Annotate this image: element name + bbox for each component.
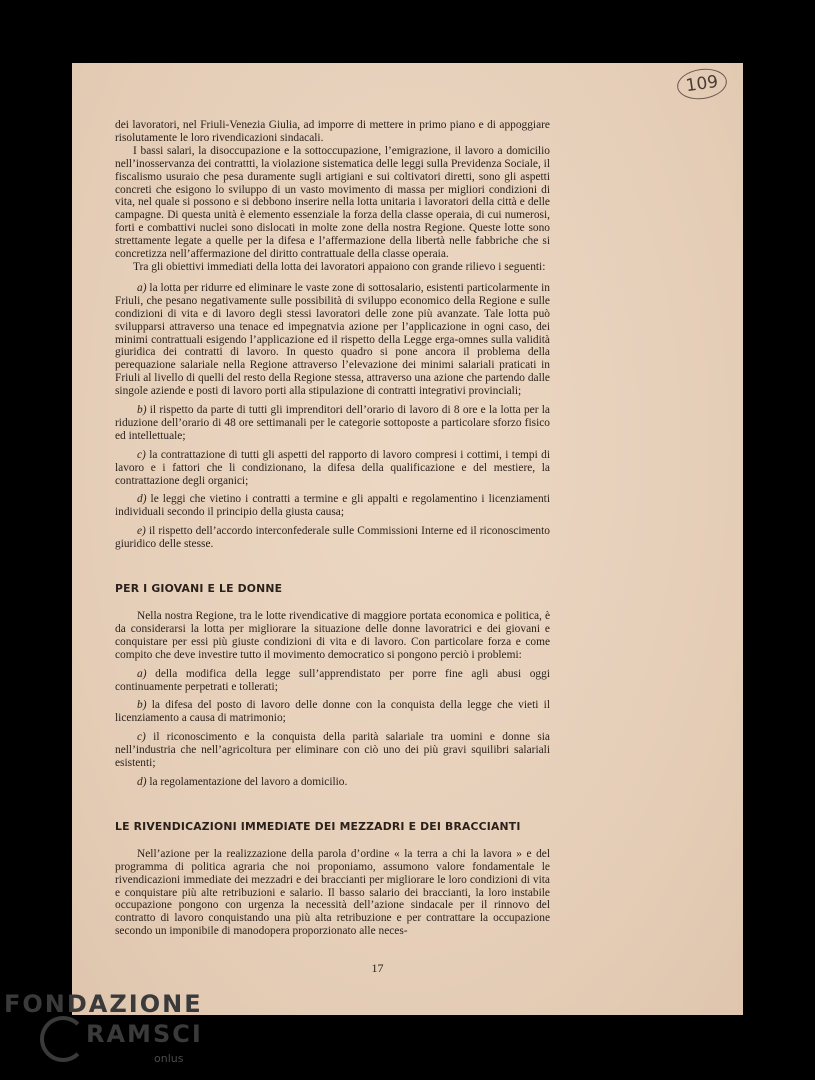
youth-item [115,731,550,770]
item-letter: b) [137,699,147,712]
section-text: Nell’azione per la realizzazione della parola d’ordine « la terra a chi la lavora » e del programma di politica agraria che noi proponiamo, assumono valore fondamentale le rivendicazioni immediate dei mezzadri e dei braccianti per migliorare le loro condizioni di vita e conquistare più alte retribuzioni e salario. Il basso salario dei braccianti, la loro instabile occupazione pongono con urgenza la necessità dell’azione sindacale per il rinnovo del contratto di lavoro conquistando una più alta retribuzione e per contrattare la occupazione secondo un imponibile di manodopera proporzionato alle neces- [115,847,550,938]
intro-paragraph: I bassi salari, la disoccupazione e la sottoccupazione, l’emigrazione, il lavoro a domicilio nell’inosservanza dei contrattti, la violazione sistematica delle leggi sulla Previdenza Sociale, il fiscalismo usuraio che pesa duramente sugli artigiani e sui coltivatori diretti, sono gli aspetti concreti che esigono lo sviluppo di un vasto movimento di massa per migliori condizioni di vita, nel quale si possono e si debbono inserire nella lotta unitaria i lavoratori della città e delle campagne. Di questa unità è elemento essenziale la forza della classe operaia, di cui numerosi, forti e combattivi nuclei sono dislocati in molte zone della nostra Regione. Queste lotte sono strettamente legate a quelle per la difesa e l’affermazione della libertà nelle fabbriche che si concretizza nell’affermazione del diritto contrattuale della classe operaia. [115,144,550,261]
objective-item [115,525,550,551]
youth-item [115,776,550,789]
section-heading: PER I GIOVANI E LE DONNE [115,582,283,596]
item-text: le leggi che vietino i contratti a termine e gli appalti e regolamentino i licenziamenti individuali secondo il principio della giusta causa; [115,493,550,519]
item-letter: d) [137,775,147,788]
item-letter: a) [137,667,147,680]
logo-line-2: RAMSCI [86,1020,203,1048]
objective-item [115,404,550,443]
fondazione-gramsci-logo [4,990,204,1070]
objective-item [115,282,550,398]
logo-line-1: FONDAZIONE [4,990,203,1018]
item-text: la lotta per ridurre ed eliminare le vaste zone di sottosalario, esistenti particolarmente in Friuli, che pesano negativamente sulle possibilità di sviluppo economico della Regione e sulle condizioni di vita e di lavoro degli stessi lavoratori delle zone più avanzate. Tale lotta può svilupparsi attraverso una tenace ed impegnatvia azione per l’applicazione in ogni caso, dei minimi contrattuali esigendo l’applicazione ed il rispetto della Legge erga-omnes sulla validità giuridica dei contratti di lavoro. In questo quadro si pone ancora il problema della perequazione salariale nella Regione attraverso l’elevazione dei minimi salariali praticati in Friuli al livello di quelli del resto della Regione stessa, attraverso una azione che partendo dalle singole aziende e posti di lavoro porti alla stipulazione di contratti integrativi provinciali; [115,281,550,398]
item-text: la contrattazione di tutti gli aspetti del rapporto di lavoro compresi i cottimi, i tempi di lavoro e i fattori che li condizionano, la difesa della qualificazione e del mestiere, la contrattazione degli organici; [115,448,550,487]
page-content [115,119,550,938]
page-number: 17 [371,961,384,975]
objective-item [115,493,550,519]
objective-item [115,449,550,488]
youth-item [115,668,550,694]
intro-paragraph: dei lavoratori, nel Friuli-Venezia Giulia, ad imporre di mettere in primo piano e di appoggiare risolutamente le loro rivendicazioni sindacali. [115,119,550,144]
logo-subtitle: onlus [154,1052,184,1065]
section-intro: Nella nostra Regione, tra le lotte rivendicative di maggiore portata economica e politica, è da considerarsi la lotta per migliorare la situazione delle donne lavoratrici e dei giovani e conquistare per essi più giuste condizioni di vita e di lavoro. Con particolare forza e come compito che deve investire tutto il movimento democratico si pongono perciò i problemi: [115,610,550,661]
youth-item [115,699,550,725]
logo-g-mark-icon [40,1016,86,1062]
item-text: la difesa del posto di lavoro delle donne con la conquista della legge che vieti il licenziamento a causa di matrimonio; [115,699,550,725]
intro-paragraph: Tra gli obiettivi immediati della lotta dei lavoratori appaiono con grande rilievo i seguenti: [133,260,546,273]
item-text: la regolamentazione del lavoro a domicilio. [149,775,348,788]
item-letter: a) [137,281,147,294]
item-text: della modifica della legge sull’apprendistato per porre fine agli abusi oggi continuamente perpetrati e tollerati; [115,667,550,693]
section-heading: LE RIVENDICAZIONI IMMEDIATE DEI MEZZADRI E DEI BRACCIANTI [115,819,521,833]
item-letter: c) [137,448,146,461]
item-text: il rispetto dell’accordo interconfederale sulle Commissioni Interne ed il riconoscimento giuridico delle stesse. [115,525,550,551]
item-letter: c) [137,731,146,744]
archive-number-stamp: 109 [675,66,729,103]
item-text: il rispetto da parte di tutti gli imprenditori dell’orario di lavoro di 8 ore e la lotta per la riduzione dell’orario di 48 ore settimanali per le categorie sottoposte a particolare sforzo fisico ed intellettuale; [115,404,550,442]
item-letter: b) [137,404,147,417]
item-letter: d) [137,493,147,506]
item-text: il riconoscimento e la conquista della parità salariale tra uomini e donne sia nell’industria che nell’agricoltura per eliminare con ciò uno dei più gravi squilibri salariali esistenti; [115,731,550,770]
document-page [72,63,743,1015]
item-letter: e) [137,525,146,538]
